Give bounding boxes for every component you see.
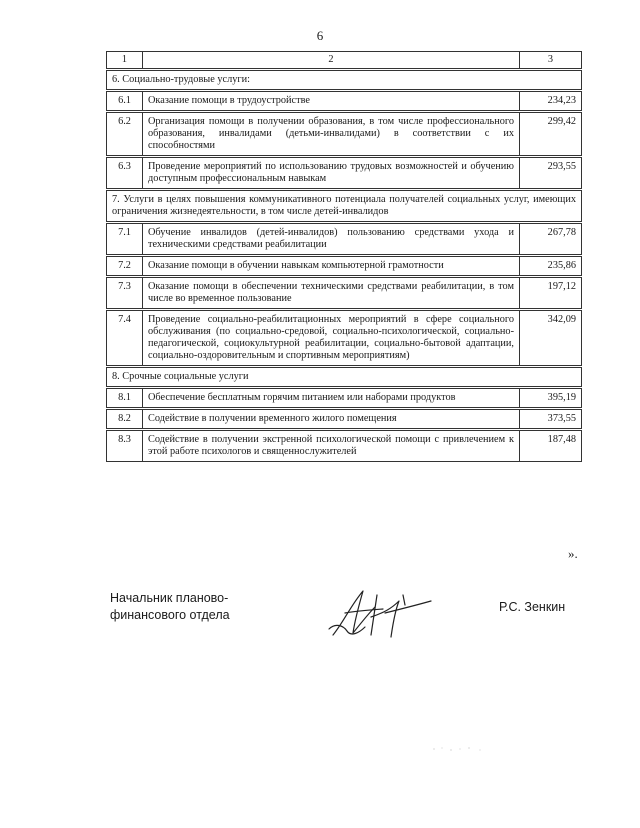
section-title-row (107, 71, 582, 90)
service-price: 267,78 (520, 224, 582, 255)
signer-position-line-1: Начальник планово- (110, 591, 229, 605)
services-price-table (106, 51, 582, 462)
row-number: 8.2 (107, 410, 143, 429)
header-cell-2: 2 (143, 52, 520, 69)
row-number: 7.1 (107, 224, 143, 255)
section-title: 7. Услуги в целях повышения коммуникативного потенциала получателей социальных услуг, имеющих ограничения жизнедеятельности, в том числе детей-инвалидов (107, 191, 582, 222)
table-row (107, 113, 582, 156)
header-cell-1: 1 (107, 52, 143, 69)
signer-position (110, 590, 230, 624)
row-number: 6.3 (107, 158, 143, 189)
service-description: Содействие в получении временного жилого помещения (143, 410, 520, 429)
service-description: Содействие в получении экстренной психологической помощи с привлечением к этой работе психологов и священнослужителей (143, 431, 520, 462)
section-title: 8. Срочные социальные услуги (107, 368, 582, 387)
service-price: 234,23 (520, 92, 582, 111)
section-title: 6. Социально-трудовые услуги: (107, 71, 582, 90)
service-description: Организация помощи в получении образования, в том числе профессионального образования, инвалидами (детьми-инвалидами) в соответствии с их способностями (143, 113, 520, 156)
service-price: 395,19 (520, 389, 582, 408)
service-price: 293,55 (520, 158, 582, 189)
row-number: 8.3 (107, 431, 143, 462)
scan-specks (430, 745, 490, 753)
service-price: 373,55 (520, 410, 582, 429)
table-row (107, 257, 582, 276)
closing-quote-mark: ». (568, 546, 578, 561)
table-row (107, 311, 582, 366)
service-price: 235,86 (520, 257, 582, 276)
table-row (107, 410, 582, 429)
service-price: 342,09 (520, 311, 582, 366)
signer-position-line-2: финансового отдела (110, 608, 230, 622)
handwritten-signature (325, 583, 435, 643)
table-row (107, 224, 582, 255)
service-description: Оказание помощи в обеспечении техническими средствами реабилитации, в том числе во временное пользование (143, 278, 520, 309)
row-number: 7.2 (107, 257, 143, 276)
table-row (107, 431, 582, 462)
service-description: Оказание помощи в обучении навыкам компьютерной грамотности (143, 257, 520, 276)
table-row (107, 278, 582, 309)
section-title-row (107, 191, 582, 222)
table-row (107, 158, 582, 189)
row-number: 6.1 (107, 92, 143, 111)
service-description: Обучение инвалидов (детей-инвалидов) пользованию средствами ухода и техническими средствами реабилитации (143, 224, 520, 255)
section-title-row (107, 368, 582, 387)
row-number: 6.2 (107, 113, 143, 156)
service-description: Обеспечение бесплатным горячим питанием или наборами продуктов (143, 389, 520, 408)
header-cell-3: 3 (520, 52, 582, 69)
row-number: 7.3 (107, 278, 143, 309)
service-description: Проведение мероприятий по использованию трудовых возможностей и обучению доступным профессиональным навыкам (143, 158, 520, 189)
row-number: 7.4 (107, 311, 143, 366)
service-price: 299,42 (520, 113, 582, 156)
signer-name: Р.С. Зенкин (499, 600, 566, 614)
service-price: 187,48 (520, 431, 582, 462)
table-row (107, 92, 582, 111)
page-number: 6 (316, 28, 324, 43)
table-header-row (107, 52, 582, 69)
row-number: 8.1 (107, 389, 143, 408)
service-description: Проведение социально-реабилитационных мероприятий в сфере социального обслуживания (по социально-средовой, социально-психологической, социально-педагогической, социокультурной реабилитации, социально-бытовой адаптации, социально-оздоровительным и спортивным мероприятиям) (143, 311, 520, 366)
service-price: 197,12 (520, 278, 582, 309)
table-row (107, 389, 582, 408)
service-description: Оказание помощи в трудоустройстве (143, 92, 520, 111)
